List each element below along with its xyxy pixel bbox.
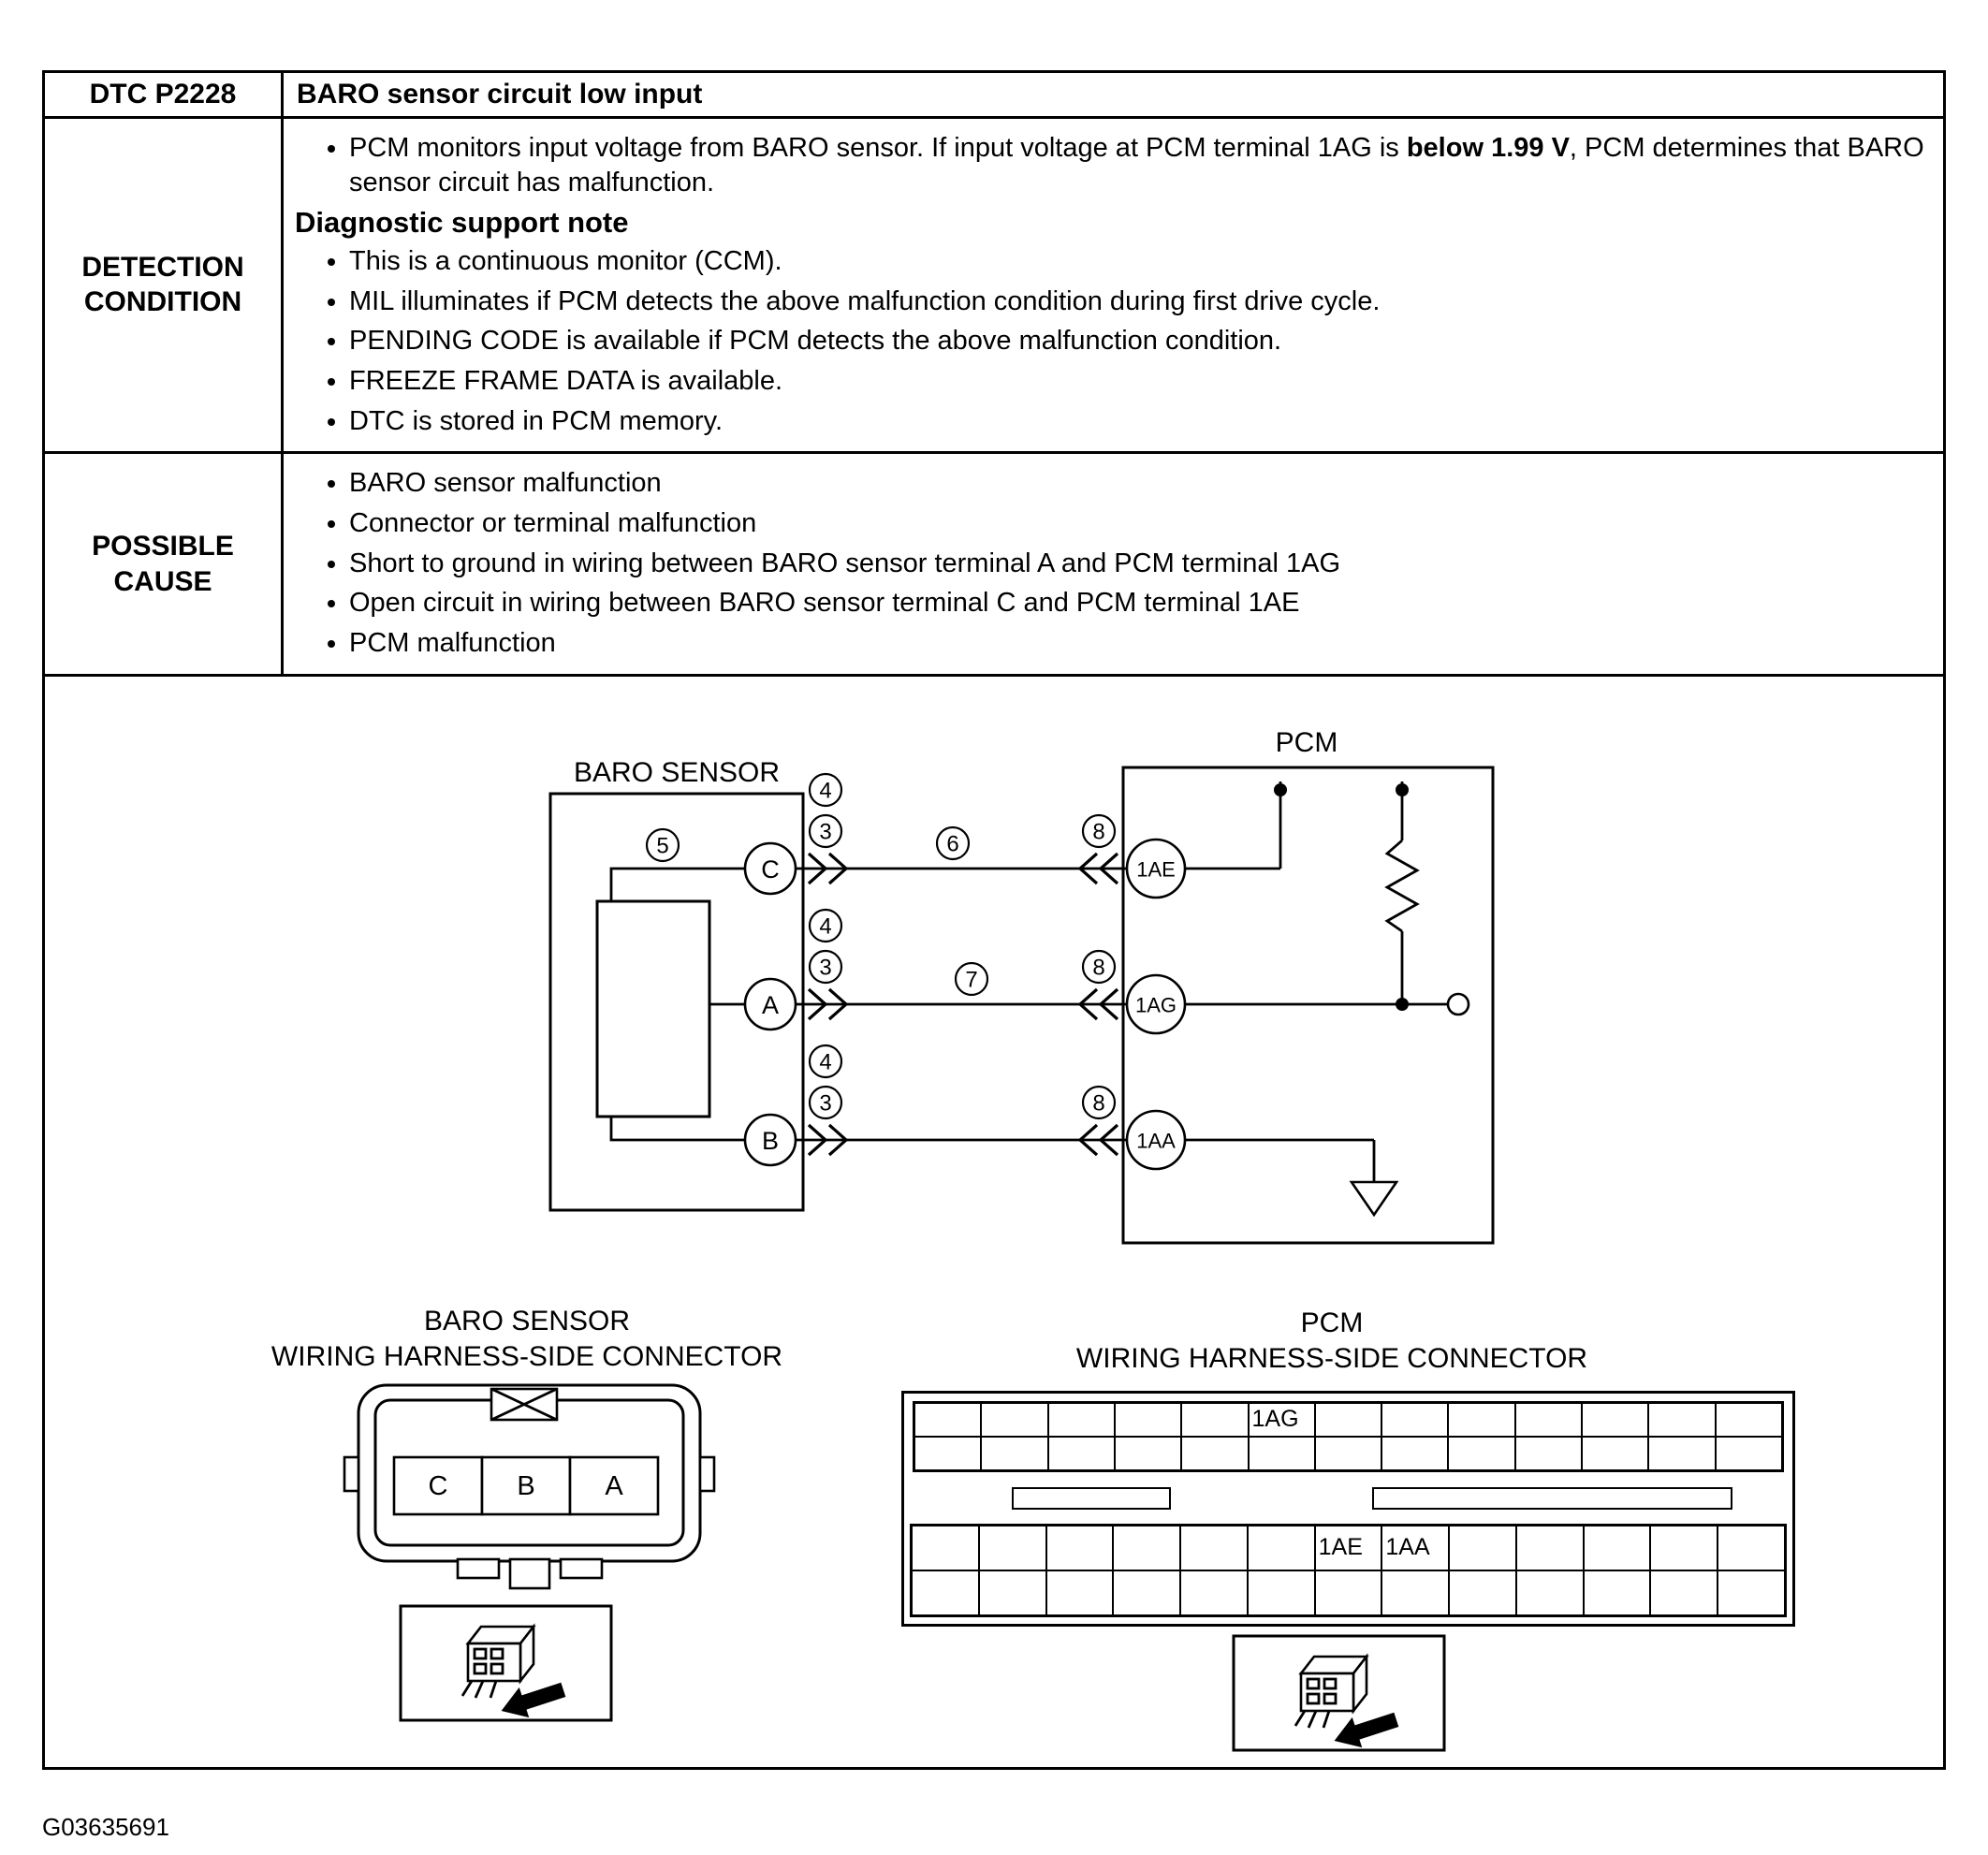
pcm-connector-slot <box>1372 1487 1732 1510</box>
pcm-harness-connector <box>901 1391 1795 1627</box>
wiring-diagram <box>45 677 1943 1767</box>
bullet-item: • DTC is stored in PCM memory. <box>349 404 1932 440</box>
pin-cell <box>1584 1526 1651 1570</box>
pin-cell <box>979 1570 1046 1615</box>
pin-cell <box>1381 1437 1448 1470</box>
callout-7 <box>956 963 987 995</box>
possible-cause-row <box>44 453 1945 675</box>
callout-4-b <box>810 1045 841 1077</box>
pin-cell <box>1449 1526 1516 1570</box>
baro-connector-view-box <box>401 1606 611 1725</box>
svg-text:C: C <box>761 854 780 884</box>
bullet-item <box>349 131 1932 201</box>
pin-cell <box>1181 1403 1248 1437</box>
connector-side-tab <box>700 1457 714 1491</box>
svg-text:4: 4 <box>819 1049 832 1075</box>
pin-cell <box>1046 1526 1114 1570</box>
terminal-a <box>745 979 796 1030</box>
detection-condition-content <box>283 117 1945 453</box>
connector-bottom-tab <box>561 1559 602 1578</box>
svg-text:8: 8 <box>1092 819 1105 845</box>
pin-cell <box>1448 1403 1514 1437</box>
pcm-connector-title-1: PCM <box>1300 1307 1364 1338</box>
wire-a <box>796 989 1128 1019</box>
pin-cell <box>1716 1403 1782 1437</box>
pin-cell <box>979 1526 1046 1570</box>
pin-cell <box>1448 1437 1514 1470</box>
possible-cause-label: POSSIBLE CAUSE <box>44 453 283 675</box>
baro-internal-wire-c <box>611 869 745 901</box>
svg-text:8: 8 <box>1092 955 1105 981</box>
pin-cell <box>1248 1570 1315 1615</box>
pcm-terminal-1ae <box>1127 840 1185 898</box>
terminal-b <box>745 1115 796 1165</box>
pin-cell <box>1315 1570 1382 1615</box>
dtc-code: DTC P2228 <box>44 72 283 118</box>
callout-8-c <box>1083 815 1115 847</box>
svg-text:3: 3 <box>819 955 832 981</box>
detection-bullet-list-2 <box>295 244 1932 439</box>
pcm-connector-title-2: WIRING HARNESS-SIDE CONNECTOR <box>1075 1342 1588 1374</box>
detection-condition-row <box>44 117 1945 453</box>
cavity-a-label: A <box>605 1470 623 1501</box>
callout-6 <box>937 827 969 859</box>
svg-text:1AG: 1AG <box>1134 993 1177 1017</box>
pin-cell <box>981 1437 1047 1470</box>
pin-cell <box>1582 1437 1648 1470</box>
bullet-item: • Connector or terminal malfunction <box>349 506 1932 542</box>
callout-4-a <box>810 910 841 942</box>
pin-cell <box>1381 1403 1448 1437</box>
bullet-item: • MIL illuminates if PCM detects the above malfunction condition during first drive cycle. <box>349 285 1932 320</box>
connector-view-icon <box>462 1627 568 1725</box>
cause-bullet-list <box>295 466 1932 661</box>
pin-cell <box>1648 1437 1715 1470</box>
svg-text:4: 4 <box>819 913 832 940</box>
pin-cell <box>1113 1570 1180 1615</box>
bullet-text: , PCM determines that BARO sensor circuit has malfunction. <box>349 132 1924 198</box>
baro-sensor-box-label: BARO SENSOR <box>573 756 781 788</box>
bullet-text-bold: below 1.99 V <box>1406 132 1570 163</box>
pin-cell <box>1716 1437 1782 1470</box>
callout-5 <box>647 829 679 861</box>
pin-cell <box>1315 1403 1381 1437</box>
svg-text:7: 7 <box>965 967 978 993</box>
pin-cell <box>1718 1526 1785 1570</box>
pin-cell <box>1115 1437 1181 1470</box>
svg-text:1AE: 1AE <box>1136 857 1176 882</box>
ground-icon <box>1352 1182 1396 1215</box>
pin-cell <box>1648 1403 1715 1437</box>
diagram-cell <box>44 675 1945 1768</box>
svg-text:B: B <box>761 1126 780 1155</box>
pcm-connector-view-box <box>1234 1636 1444 1755</box>
terminal-c <box>745 843 796 894</box>
callout-3-a <box>810 951 841 983</box>
pin-cell <box>981 1403 1047 1437</box>
pcm-grid-bottom <box>910 1524 1787 1617</box>
svg-text:5: 5 <box>656 833 669 859</box>
pin-cell <box>1718 1570 1785 1615</box>
cavity-b-label: B <box>517 1470 535 1501</box>
pin-cell <box>912 1570 979 1615</box>
callout-3-c <box>810 815 841 847</box>
svg-text:6: 6 <box>946 831 959 857</box>
baro-sensor-element <box>597 901 709 1117</box>
bullet-item: • BARO sensor malfunction <box>349 466 1932 502</box>
bullet-text: PCM monitors input voltage from BARO sensor. If input voltage at PCM terminal 1AG is <box>349 132 1407 163</box>
pcm-pullup-resistor <box>1387 781 1417 1011</box>
pin-cell <box>1249 1437 1315 1470</box>
pin-cell <box>1248 1526 1315 1570</box>
bullet-item: • FREEZE FRAME DATA is available. <box>349 364 1932 400</box>
callout-8-a <box>1083 951 1115 983</box>
bullet-item: • PCM malfunction <box>349 626 1932 662</box>
wire-b <box>796 1125 1128 1155</box>
pin-cell <box>1181 1437 1248 1470</box>
callout-3-b <box>810 1087 841 1118</box>
detection-condition-label: DETECTION CONDITION <box>44 117 283 453</box>
baro-internal-wire-b <box>611 1117 745 1140</box>
connector-side-tab <box>344 1457 358 1491</box>
bullet-item: • PENDING CODE is available if PCM detects the above malfunction condition. <box>349 324 1932 359</box>
junction-dot <box>1396 783 1409 796</box>
baro-connector-title-2: WIRING HARNESS-SIDE CONNECTOR <box>270 1340 783 1372</box>
pin-cell <box>1113 1526 1180 1570</box>
dtc-table <box>42 70 1946 1770</box>
pin-cell <box>1650 1570 1718 1615</box>
svg-text:1AA: 1AA <box>1136 1129 1176 1153</box>
pin-cell <box>1048 1437 1115 1470</box>
resistor-icon <box>1387 840 1417 931</box>
pcm-terminal-1ag <box>1127 975 1185 1033</box>
figure-id: G03635691 <box>42 1812 169 1841</box>
bullet-item: • Short to ground in wiring between BARO sensor terminal A and PCM terminal 1AG <box>349 547 1932 582</box>
pin-cell <box>1516 1526 1584 1570</box>
pcm-connector-slot <box>1012 1487 1171 1510</box>
open-terminal-circle <box>1448 994 1469 1015</box>
pin-cell <box>1584 1570 1651 1615</box>
pin-cell <box>1582 1403 1648 1437</box>
pin-cell-1AG: 1AG <box>1249 1403 1315 1437</box>
pcm-grid-top <box>913 1401 1784 1472</box>
connector-bottom-tab <box>510 1559 549 1588</box>
pin-cell <box>914 1437 981 1470</box>
pcm-ground-path <box>1185 1140 1396 1215</box>
svg-text:4: 4 <box>819 778 832 804</box>
pcm-supply-1ae <box>1185 781 1287 869</box>
pcm-1ag-internal <box>1185 994 1469 1015</box>
pin-cell <box>1515 1403 1582 1437</box>
pin-cell <box>1115 1403 1181 1437</box>
callout-4-c <box>810 774 841 806</box>
baro-harness-connector <box>344 1385 714 1588</box>
wire-c <box>796 854 1128 884</box>
pin-cell <box>912 1526 979 1570</box>
possible-cause-content <box>283 453 1945 675</box>
pin-cell <box>1180 1526 1248 1570</box>
pcm-terminal-1aa <box>1127 1111 1185 1169</box>
svg-text:3: 3 <box>819 1090 832 1117</box>
pin-cell <box>1449 1570 1516 1615</box>
junction-dot <box>1274 783 1287 796</box>
bullet-item: • This is a continuous monitor (CCM). <box>349 244 1932 280</box>
svg-text:3: 3 <box>819 819 832 845</box>
pin-cell <box>1048 1403 1115 1437</box>
pin-cell <box>1516 1570 1584 1615</box>
connector-bottom-tab <box>458 1559 499 1578</box>
pin-cell <box>1046 1570 1114 1615</box>
callout-8-b <box>1083 1087 1115 1118</box>
pin-cell <box>914 1403 981 1437</box>
pcm-box-label: PCM <box>1275 726 1338 758</box>
cavity-c-label: C <box>428 1470 448 1501</box>
pin-cell <box>1515 1437 1582 1470</box>
detection-bullet-list <box>295 131 1932 201</box>
svg-text:A: A <box>761 990 780 1019</box>
pin-cell <box>1180 1570 1248 1615</box>
baro-connector-title-1: BARO SENSOR <box>423 1305 631 1336</box>
dtc-header-row <box>44 72 1945 118</box>
svg-text:8: 8 <box>1092 1090 1105 1117</box>
pin-cell-1AA: 1AA <box>1381 1526 1449 1570</box>
pin-cell-1AE: 1AE <box>1315 1526 1382 1570</box>
diagram-row <box>44 675 1945 1768</box>
bullet-item: • Open circuit in wiring between BARO sensor terminal C and PCM terminal 1AE <box>349 586 1932 621</box>
pin-cell <box>1650 1526 1718 1570</box>
diagnostic-support-note-heading: Diagnostic support note <box>295 205 629 239</box>
pin-cell <box>1315 1437 1381 1470</box>
pin-cell <box>1381 1570 1449 1615</box>
dtc-title: BARO sensor circuit low input <box>283 72 1945 118</box>
connector-view-icon <box>1295 1657 1401 1755</box>
